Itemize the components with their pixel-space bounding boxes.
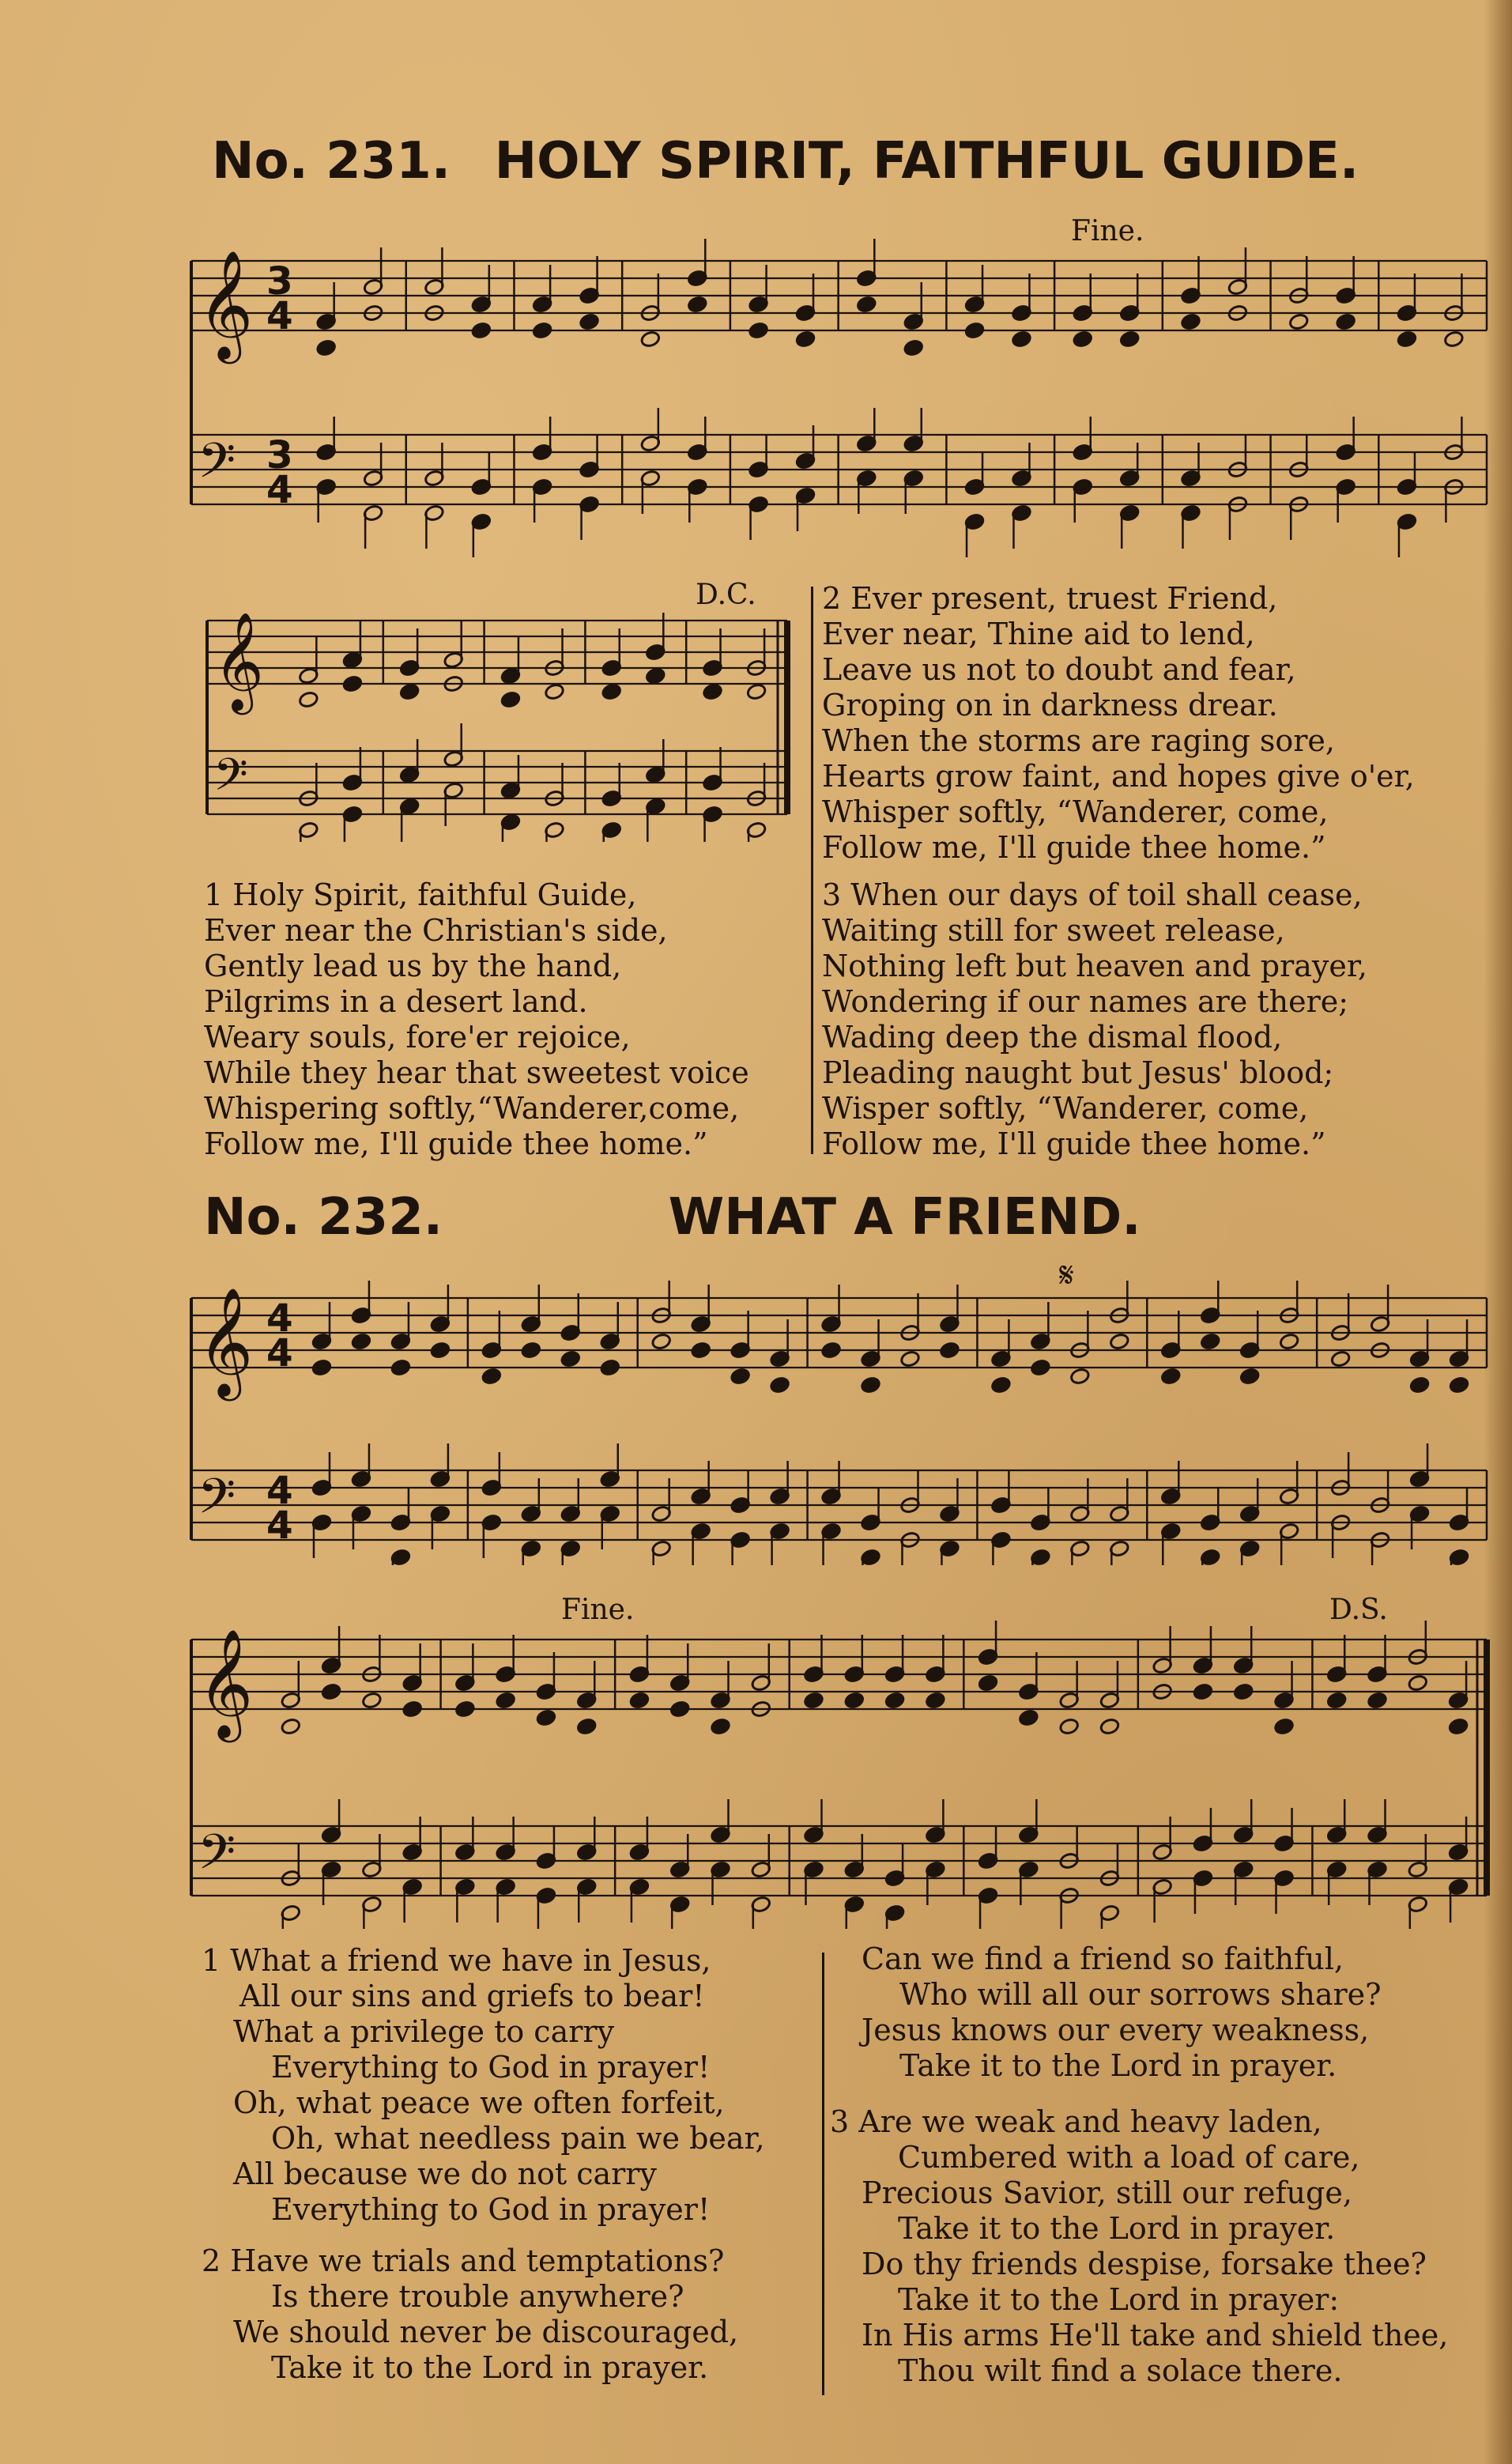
column-divider [822, 1953, 824, 2395]
verse-line: Follow me, I'll guide thee home.” [822, 830, 1326, 865]
note [342, 675, 363, 693]
verse-line: 1 Holy Spirit, faithful Guide, [204, 877, 637, 912]
verse-line: Take it to the Lord in prayer. [271, 2350, 709, 2385]
verse-line: Do thy friends despise, forsake thee? [862, 2247, 1427, 2281]
verse-line: Hearts grow faint, and hopes give o'er, [822, 759, 1415, 794]
verse-line: Whisper softly, “Wanderer, come, [822, 794, 1329, 829]
note [311, 1359, 332, 1377]
hymn-number: No. 231. [212, 132, 451, 191]
verse-line: Take it to the Lord in prayer. [898, 2211, 1336, 2246]
ds-marking: D.S. [1329, 1594, 1388, 1626]
note [651, 1333, 672, 1351]
note [402, 1700, 423, 1719]
note [645, 667, 666, 685]
verse-line: Waiting still for sweet release, [822, 913, 1285, 948]
note [316, 339, 337, 357]
verse-line: All because we do not carry [233, 2156, 657, 2191]
verse-line: All our sins and griefs to bear! [239, 1979, 705, 2013]
bass-clef: 𝄢 [213, 749, 248, 812]
note [1336, 313, 1356, 331]
note [1069, 1368, 1090, 1386]
verse-line: Wisper softly, “Wanderer, come, [822, 1091, 1309, 1126]
note [281, 1718, 301, 1736]
hymn-231-verse-3 [822, 877, 1367, 1162]
verse-line: Whispering softly,“Wanderer,come, [204, 1091, 740, 1126]
note [496, 1692, 516, 1710]
hymn-232-verse-2-continued [862, 1941, 1382, 2084]
verse-line: Ever near the Christian's side, [204, 913, 668, 948]
note [1279, 1333, 1299, 1351]
verse-line: Take it to the Lord in prayer. [899, 2048, 1337, 2083]
verse-line: Who will all our sorrows share? [899, 1977, 1382, 2012]
note [1367, 1692, 1387, 1710]
time-signature-top: 3 [266, 259, 293, 304]
column-divider [811, 587, 813, 1154]
verse-line: 3 When our days of toil shall cease, [822, 877, 1363, 912]
verse-line: Is there trouble anywhere? [271, 2279, 684, 2314]
note [860, 1376, 880, 1394]
verse-line: Follow me, I'll guide thee home.” [204, 1126, 708, 1161]
hymn-231-verse-1 [204, 877, 749, 1162]
note [560, 1350, 581, 1368]
note [746, 683, 767, 701]
hymn-232-verse-2 [202, 2243, 738, 2386]
note [702, 683, 722, 701]
note [361, 1692, 382, 1710]
time-signature-top: 4 [266, 1296, 293, 1341]
verse-line: Wondering if our names are there; [822, 984, 1349, 1019]
treble-clef: 𝄞 [213, 612, 264, 711]
note [1180, 313, 1201, 331]
hymn-title: HOLY SPIRIT, FAITHFUL GUIDE. [494, 132, 1359, 191]
verse-line: Take it to the Lord in prayer: [898, 2282, 1340, 2317]
hymn-number: No. 232. [204, 1188, 443, 1247]
verse-line: Ever near, Thine aid to lend, [822, 617, 1255, 651]
note [579, 313, 599, 331]
verse-line: Leave us not to doubt and fear, [822, 652, 1296, 687]
note [351, 1333, 371, 1351]
time-signature-bottom: 4 [266, 294, 293, 338]
verse-line: 1 What a friend we have in Jesus, [202, 1943, 711, 1978]
note [925, 1692, 945, 1710]
verse-line: We should never be discouraged, [233, 2315, 739, 2349]
note [1233, 1683, 1254, 1701]
verse-line: What a privilege to carry [233, 2014, 615, 2049]
note [899, 1350, 920, 1368]
note [990, 1376, 1011, 1394]
note [640, 330, 661, 349]
verse-line: Wading deep the dismal flood, [822, 1020, 1283, 1055]
note [298, 691, 319, 709]
note [500, 691, 521, 709]
note [576, 1718, 597, 1736]
note [856, 296, 877, 314]
note [454, 1700, 475, 1719]
verse-line: Thou wilt find a solace there. [898, 2353, 1343, 2388]
segno-sign: 𝄋 [1059, 1255, 1074, 1296]
time-signature-bottom: 4 [266, 1331, 293, 1375]
verse-line: 2 Have we trials and temptations? [202, 2243, 725, 2278]
note [964, 322, 985, 340]
note [669, 1700, 690, 1719]
note [691, 1341, 711, 1360]
note [730, 1368, 751, 1386]
note [1409, 1376, 1430, 1394]
note [748, 322, 769, 340]
hymn-232-score-line-2 [187, 1621, 1491, 1929]
note [844, 1692, 865, 1710]
note [629, 1692, 650, 1710]
hymn-232-verse-3 [830, 2104, 1448, 2389]
hymn-232-score-line-1 [187, 1281, 1491, 1565]
hymn-232-header [204, 1188, 1141, 1247]
hymn-231-score-main [187, 237, 1491, 569]
note [1397, 330, 1417, 349]
note [536, 1709, 556, 1727]
treble-clef: 𝄞 [198, 1629, 254, 1738]
note [1200, 1333, 1220, 1351]
time-signature-top: 4 [266, 1469, 293, 1513]
note [803, 1692, 824, 1710]
note [903, 339, 924, 357]
note [1099, 1718, 1120, 1736]
note [1330, 1350, 1351, 1368]
treble-clef: 𝄞 [198, 1288, 254, 1397]
time-signature-bottom: 4 [266, 1504, 293, 1548]
note [1011, 330, 1031, 349]
hymn-231-verse-2 [822, 581, 1415, 866]
verse-line: Follow me, I'll guide thee home.” [822, 1126, 1326, 1161]
verse-line: Groping on in darkness drear. [822, 688, 1278, 723]
bass-clef: 𝄢 [198, 1468, 236, 1537]
verse-line: Nothing left but heaven and prayer, [822, 949, 1367, 983]
note [939, 1341, 960, 1360]
note [1119, 330, 1140, 349]
note [471, 322, 492, 340]
note [399, 683, 420, 701]
note [1326, 1692, 1347, 1710]
note [978, 1674, 998, 1692]
note [1288, 313, 1309, 331]
verse-line: Weary souls, fore'er rejoice, [204, 1020, 631, 1055]
verse-line: In His arms He'll take and shield thee, [862, 2318, 1449, 2353]
note [820, 1341, 841, 1360]
note [884, 1692, 905, 1710]
note [1443, 330, 1464, 349]
hymn-231-score-ending [202, 589, 795, 842]
note [710, 1718, 730, 1736]
note [1073, 330, 1093, 349]
note [1030, 1359, 1050, 1377]
note [544, 683, 564, 701]
note [1109, 1333, 1129, 1351]
note [1449, 1376, 1469, 1394]
note [532, 322, 552, 340]
note [481, 1368, 502, 1386]
note [1408, 1674, 1428, 1692]
fine-marking: Fine. [1071, 215, 1144, 247]
verse-line: Pilgrims in a desert land. [204, 984, 588, 1019]
verse-line: Everything to God in prayer! [271, 2192, 711, 2227]
bass-clef: 𝄢 [198, 432, 236, 501]
verse-line: Oh, what needless pain we bear, [271, 2121, 765, 2156]
note [430, 1341, 451, 1360]
note [601, 683, 622, 701]
verse-line: Cumbered with a load of care, [898, 2140, 1360, 2175]
hymn-232-verse-1 [202, 1943, 765, 2228]
verse-line: Gently lead us by the hand, [204, 949, 622, 983]
verse-line: Precious Savior, still our refuge, [862, 2175, 1352, 2210]
dc-marking: D.C. [696, 579, 756, 611]
bass-clef: 𝄢 [198, 1824, 236, 1892]
verse-line: When the storms are raging sore, [822, 723, 1335, 758]
note [1239, 1368, 1260, 1386]
note [521, 1341, 541, 1360]
verse-line: Pleading naught but Jesus' blood; [822, 1055, 1334, 1090]
note [1448, 1718, 1469, 1736]
verse-line: 2 Ever present, truest Friend, [822, 581, 1278, 616]
note [1160, 1368, 1181, 1386]
note [1059, 1718, 1080, 1736]
note [795, 330, 816, 349]
fine-marking: Fine. [561, 1594, 635, 1626]
verse-line: 3 Are we weak and heavy laden, [830, 2104, 1322, 2139]
verse-line: While they hear that sweetest voice [204, 1055, 749, 1090]
note [1273, 1718, 1294, 1736]
note [600, 1359, 620, 1377]
verse-line: Jesus knows our every weakness, [862, 2013, 1370, 2047]
verse-line: Oh, what peace we often forfeit, [233, 2085, 725, 2120]
time-signature-bottom: 4 [266, 468, 293, 512]
treble-clef: 𝄞 [198, 251, 254, 360]
note [1193, 1683, 1213, 1701]
note [687, 296, 707, 314]
note [321, 1683, 341, 1701]
verse-line: Everything to God in prayer! [271, 2050, 711, 2085]
time-signature-top: 3 [266, 433, 293, 477]
note [1018, 1709, 1039, 1727]
verse-line: Can we find a friend so faithful, [862, 1941, 1344, 1976]
hymn-231-header [212, 132, 1359, 191]
note [770, 1376, 790, 1394]
note [390, 1359, 411, 1377]
hymn-title: WHAT A FRIEND. [668, 1188, 1141, 1247]
